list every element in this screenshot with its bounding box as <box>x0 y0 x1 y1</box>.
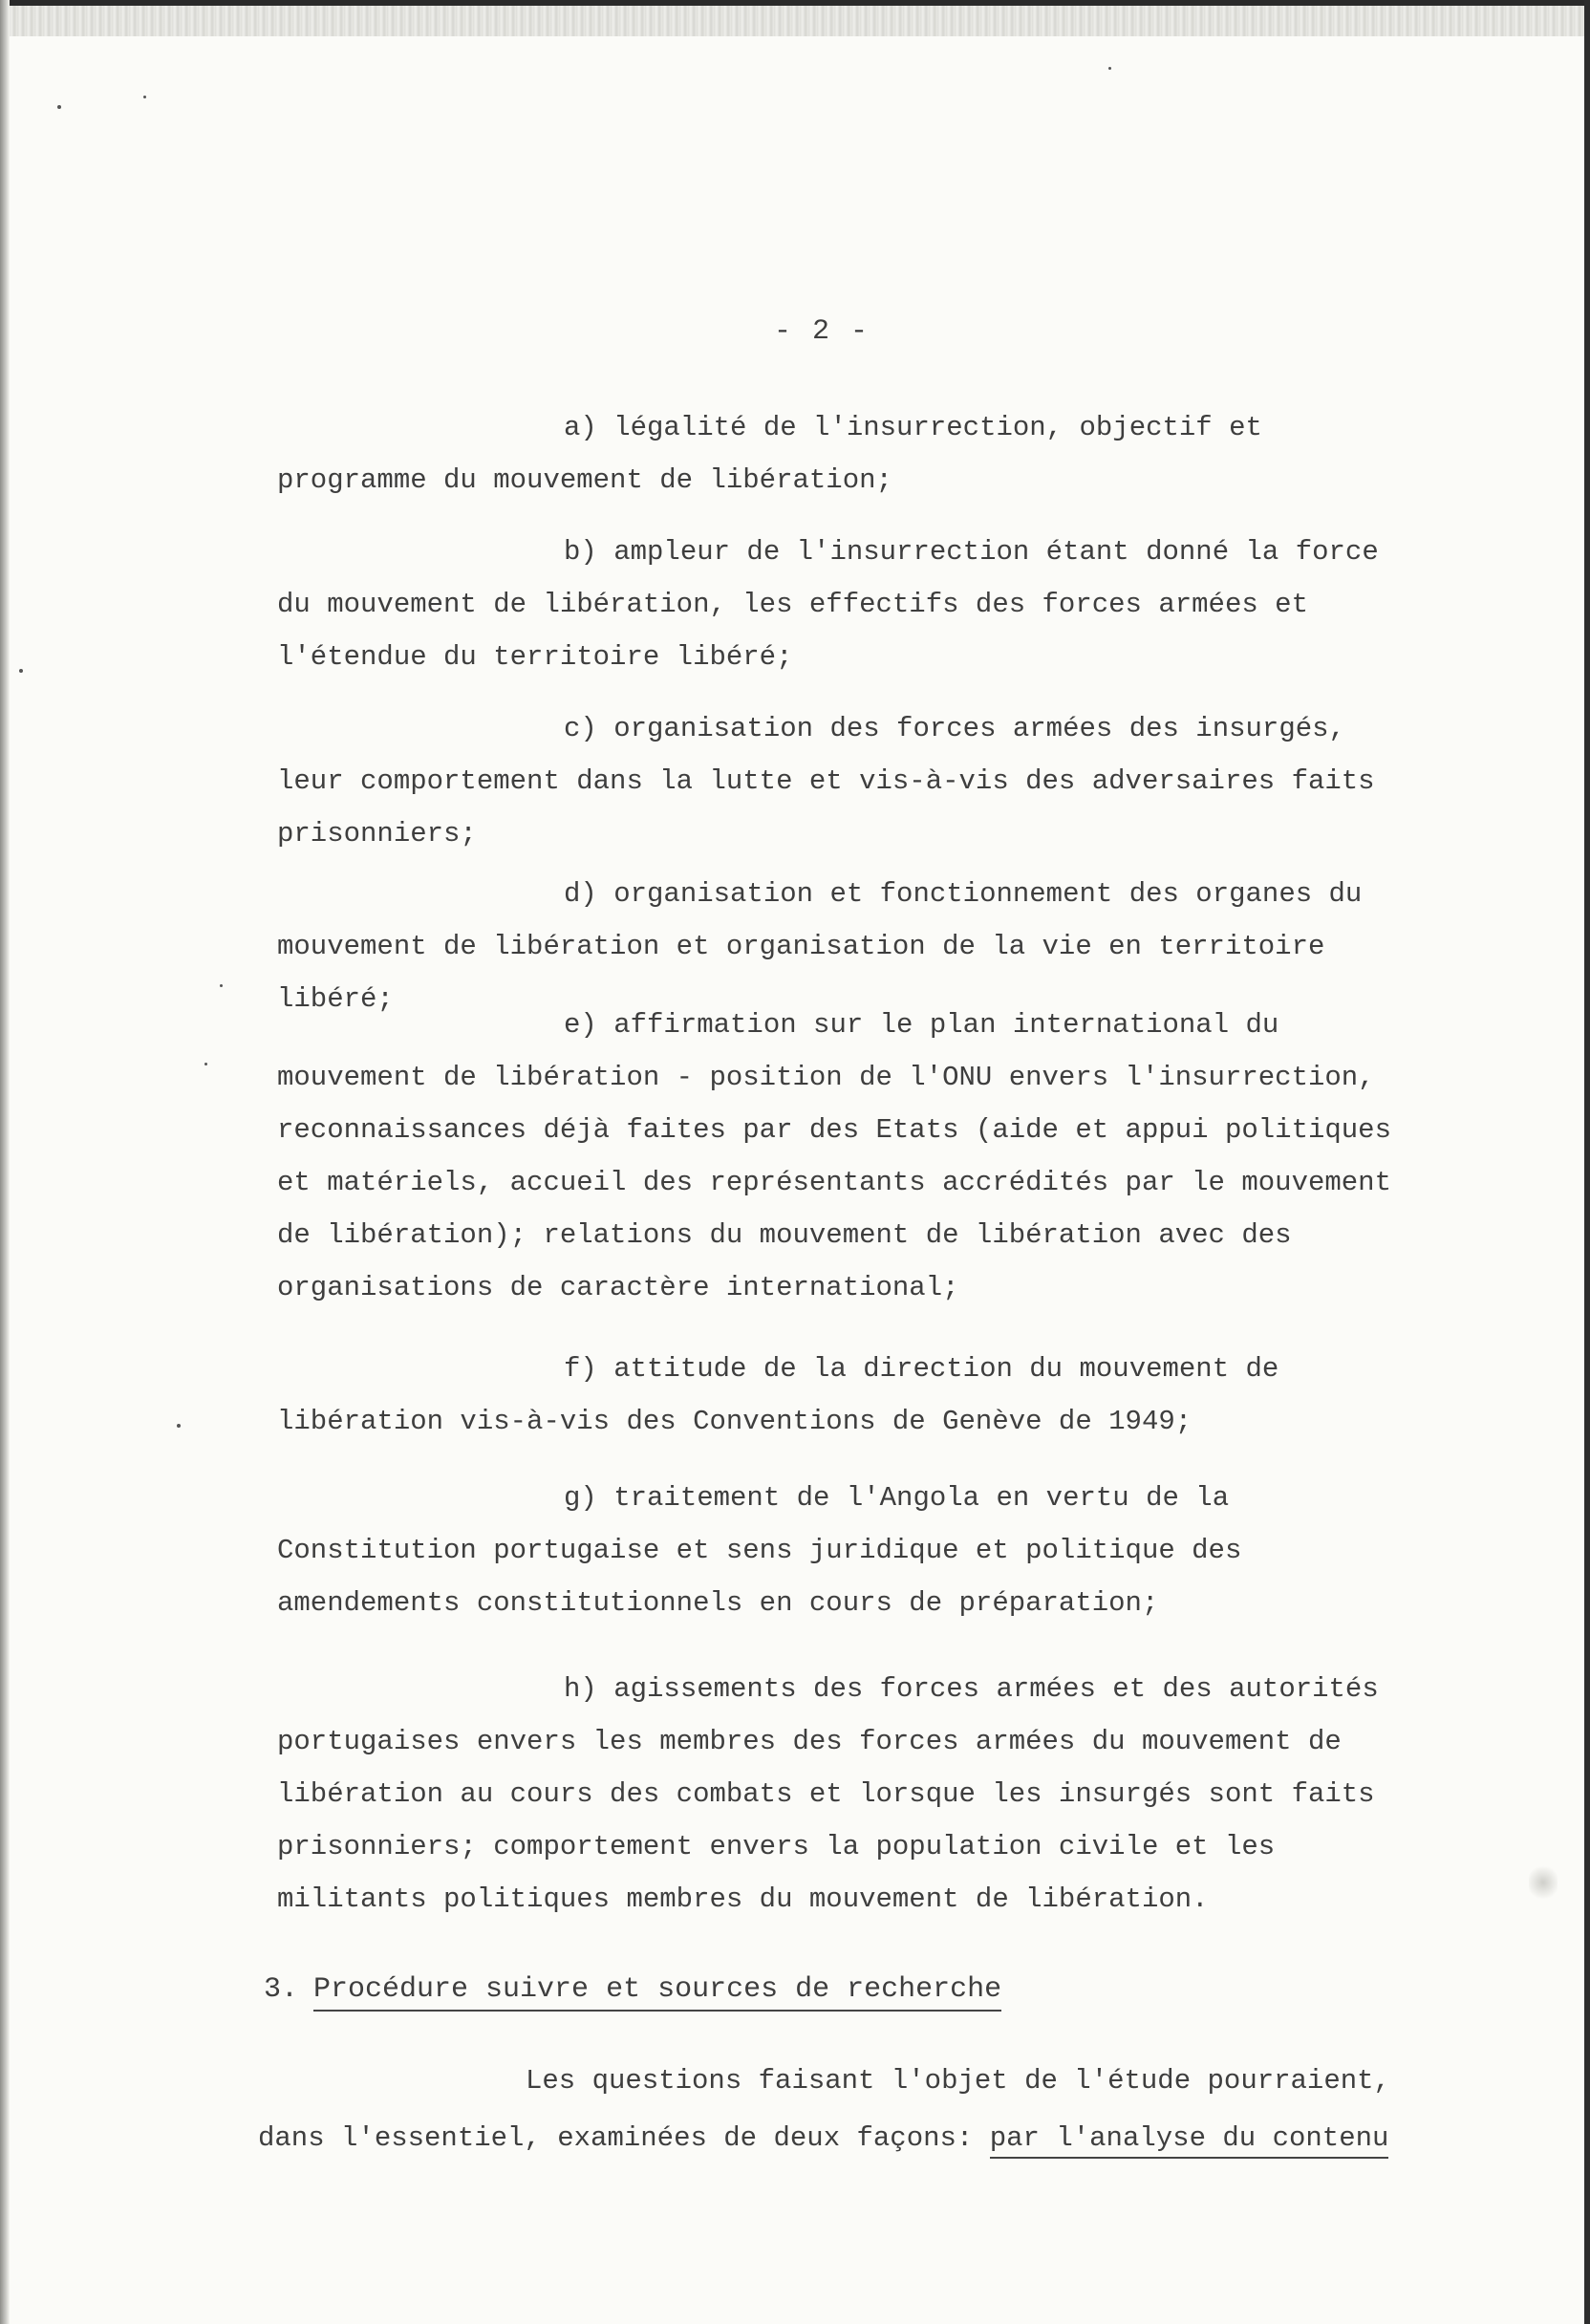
paragraph-text: Les questions faisant l'objet de l'étude pourraient, dans l'essentiel, examinées de deux façons: <box>258 2065 1390 2154</box>
underlined-phrase: par l'analyse du contenu <box>990 2122 1389 2159</box>
scan-speck <box>19 669 23 673</box>
list-item-b: b) ampleur de l'insurrection étant donné la force du mouvement de libération, les effectifs des forces armées et l'étendue du territoire libéré; <box>277 536 1379 673</box>
list-item-g: g) traitement de l'Angola en vertu de la Constitution portugaise et sens juridique et politique des amendements constitutionnels en cours de préparation; <box>277 1482 1242 1619</box>
list-item-h: h) agissements des forces armées et des autorités portugaises envers les membres des forces armées du mouvement de libération au cours des combats et lorsque les insurgés sont faits prisonniers; comportement envers la population civile et les militants politiques membres du mouvement de libération. <box>277 1673 1379 1915</box>
scan-speck <box>220 984 223 987</box>
scan-right-border <box>1584 0 1590 2324</box>
scan-smudge <box>1529 1863 1558 1902</box>
page-number: - 2 - <box>773 315 870 348</box>
scan-top-border <box>0 0 1590 6</box>
section-heading <box>264 1973 1001 2006</box>
scan-left-edge <box>0 0 10 2324</box>
scan-speck <box>57 105 61 109</box>
scan-speck <box>1108 67 1111 70</box>
list-item-e: e) affirmation sur le plan international du mouvement de libération - position de l'ONU envers l'insurrection, reconnaissances déjà faites par des Etats (aide et appui politiques et matériels, accueil des représentants accrédités par le mouvement de libération); relations du mouvement de libération avec des organisations de caractère international; <box>277 1009 1391 1303</box>
section-number: 3. <box>264 1973 299 2006</box>
list-item-d: d) organisation et fonctionnement des organes du mouvement de libération et organisation de la vie en territoire libéré; <box>277 878 1363 1015</box>
section-title: Procédure suivre et sources de recherche <box>313 1973 1001 2012</box>
list-item-c: c) organisation des forces armées des insurgés, leur comportement dans la lutte et vis-à-vis des adversaires faits prisonniers; <box>277 713 1375 850</box>
scan-speck <box>204 1063 207 1065</box>
list-item-a: a) légalité de l'insurrection, objectif et programme du mouvement de libération; <box>277 412 1262 496</box>
scan-speck <box>143 96 146 98</box>
list-item-f: f) attitude de la direction du mouvement de libération vis-à-vis des Conventions de Genève de 1949; <box>277 1353 1279 1437</box>
scan-speck <box>177 1424 181 1428</box>
body-paragraph <box>258 2053 1405 2167</box>
